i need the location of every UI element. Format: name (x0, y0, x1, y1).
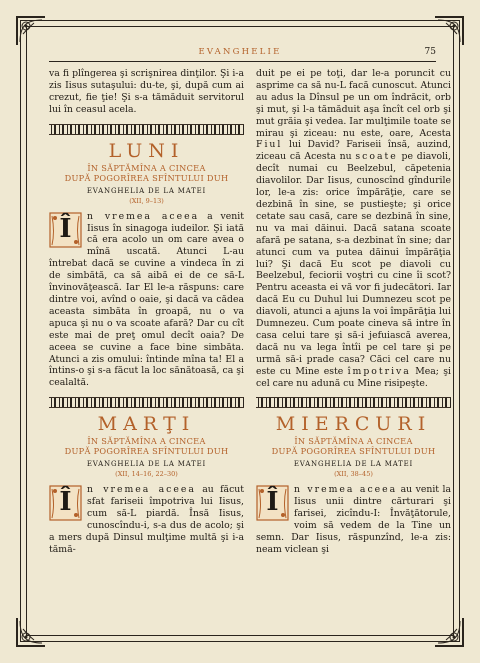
section-subtitle-line1: ÎN SĂPTĂMÎNA A CINCEA (87, 162, 206, 173)
section-title-luni: LUNI (108, 139, 185, 162)
scripture-reference: (XII, 38–45) (334, 470, 373, 479)
continued-paragraph: duit pe ei pe toţi, dar le-a poruncit cu asprime ca să nu-L facă cunoscut. Atunci au adus la Dînsul pe un om îndrăcit, orb şi mut, şi l-a tămăduit aşa încît cel orb şi mut grăia şi vedea. Iar mulţimile toate se mirau şi ziceau: nu este, oare, Acesta Fiul lui David? Fariseii însă, auzind, ziceau că Acesta nu scoate pe diavoli, decît numai cu Beelzebul, căpetenia diavolilor. Dar Iisus, cunoscînd gîndurile lor, le-a zis: orice împărăţie, care se dezbină în sine, se pustieşte; şi orice cetate sau casă, care se dezbină în sine, nu va mai dăinui. Dacă satana scoate afară pe satana, s-a dezbinat în sine; dar atunci cum va putea dăinui împărăţia lui? Şi dacă Eu scot pe diavoli cu Beelzebul, feciorii voştri cu cine îi scot? Pentru aceasta ei vă vor fi judecători. Iar dacă Eu cu Duhul lui Dumnezeu scot pe diavoli, atunci a ajuns la voi împărăţia lui Dumnezeu. Cum poate cineva să intre în casa celui tare şi să-i jefuiască averea, dacă nu va lega întîi pe cel tare şi pe urmă să-i prade casa? Căci cel care nu este cu Mine este împotriva Mea; şi cel care nu adună cu Mine risipeşte. (256, 68, 451, 389)
header-rule (49, 61, 436, 62)
reading-paragraph-luni: Î n vremea aceea a venit Iisus în sinagoga iudeilor. Şi iată că era acolo un om care avea o mînă uscată. Atunci L-au întrebat dacă se cuvine a vindeca în zi de simbătă, ca să aibă ei de ce să-L învinovăţească. Iar El le-a răspuns: care dintre voi, avînd o oaie, şi dacă va cădea aceasta simbăta în groapă, nu o va apuca şi nu o va scoate afară? Dar cu cît este mai de preţ omul decît oaia? De aceea se cuvine a face bine simbăta. Atunci a zis omului: întinde mîna ta! El a întins-o şi s-a făcut la loc sănătoasă, ca şi cealaltă. (49, 210, 244, 389)
decorated-initial: Î (49, 212, 82, 248)
running-title: EVANGHELIE (198, 47, 282, 57)
ornamental-band (256, 397, 451, 408)
section-title-miercuri: MIERCURI (275, 413, 432, 436)
corner-ornament-bottom-right (432, 615, 466, 649)
gospel-heading: EVANGHELIA DE LA MATEI (293, 460, 414, 469)
right-column (256, 68, 451, 556)
section-subtitle-line1: ÎN SĂPTĂMÎNA A CINCEA (87, 436, 206, 447)
decorated-initial: Î (49, 485, 82, 521)
section-title-marti: MARŢI (97, 413, 196, 436)
ornamental-band (49, 397, 244, 408)
reading-paragraph-miercuri: Î n vremea aceea au venit la Iisus unii dintre cărturari şi farisei, zicîndu-I: Învăţătorule, voim să vedem de la Tine un semn. Dar Iisus, răspunzînd, le-a zis: neam viclean şi (256, 484, 451, 555)
gospel-heading: EVANGHELIA DE LA MATEI (86, 186, 207, 195)
scripture-reference: (XII, 14–16, 22–30) (115, 470, 178, 479)
intro-paragraph: va fi plîngerea şi scrişnirea dinţilor. Şi i-a zis Iisus sutaşului: du-te, şi, după cum ai crezut, fie ţie! Şi s-a tămăduit servitorul lui în ceasul acela. (49, 68, 244, 115)
section-subtitle-line2: DUPĂ POGORÎREA SFÎNTULUI DUH (64, 172, 229, 183)
ornamental-band (49, 124, 244, 135)
corner-ornament-bottom-left (14, 615, 48, 649)
scripture-reference: (XII, 9–13) (129, 196, 164, 205)
section-subtitle-line2: DUPĂ POGORÎREA SFÎNTULUI DUH (64, 446, 229, 457)
page-number: 75 (424, 47, 436, 57)
section-subtitle-line1: ÎN SĂPTĂMÎNA A CINCEA (294, 436, 413, 447)
corner-ornament-top-left (14, 14, 48, 48)
section-subtitle-line2: DUPĂ POGORÎREA SFÎNTULUI DUH (271, 446, 436, 457)
decorated-initial: Î (256, 485, 289, 521)
left-column (49, 68, 244, 556)
corner-ornament-top-right (432, 14, 466, 48)
reading-paragraph-marti: Î n vremea aceea au făcut sfat fariseii împotriva lui Iisus, cum să-L piardă. Însă Iisus, cunoscîndu-i, s-a dus de acolo; şi a mers după Dinsul mulţime multă şi i-a tămă- (49, 484, 244, 555)
gospel-heading: EVANGHELIA DE LA MATEI (86, 460, 207, 469)
